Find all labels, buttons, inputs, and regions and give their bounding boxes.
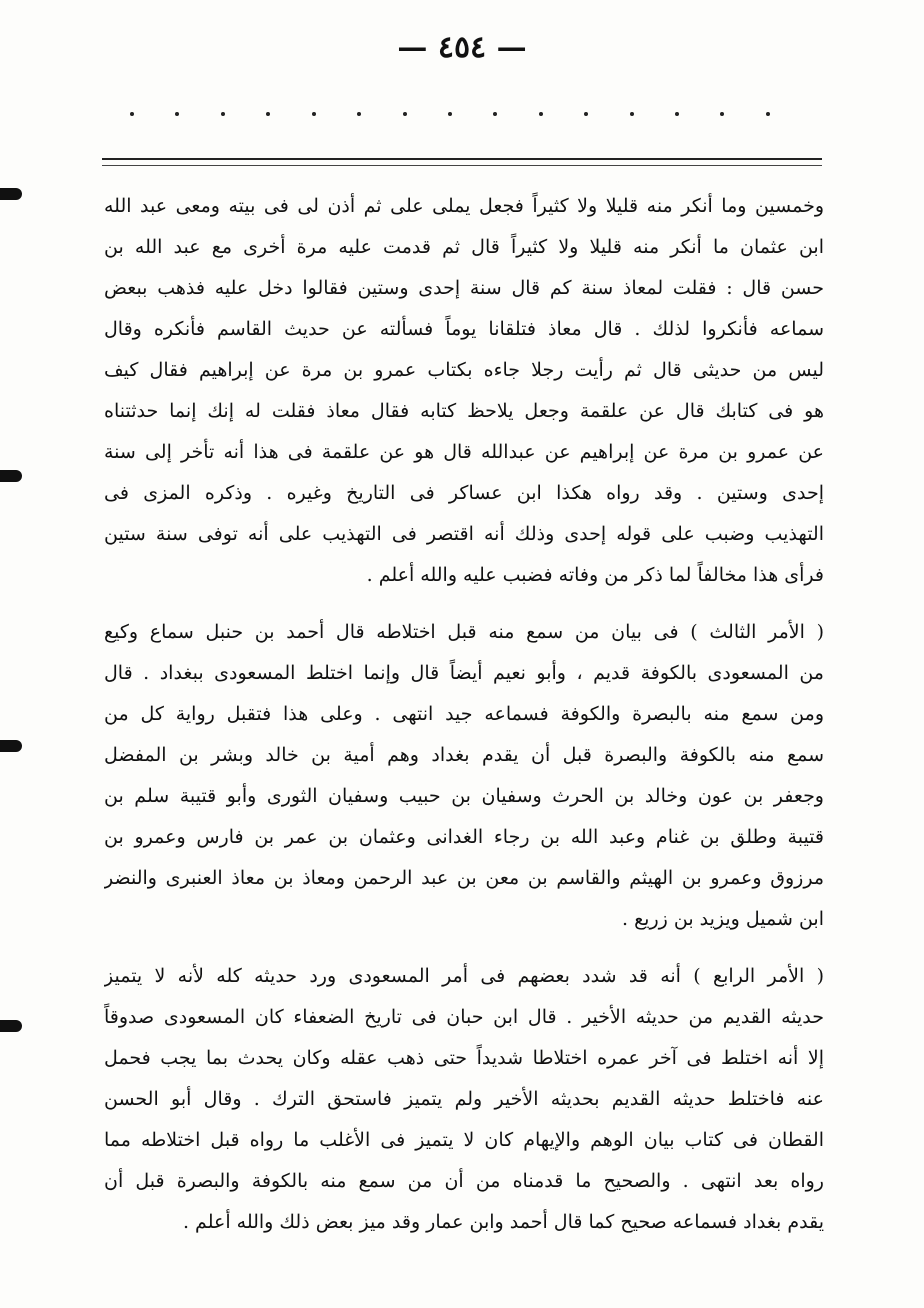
text-line: إلا أنه اختلط فى آخر عمره اختلاطا شديداً حتى ذهب عقله وكان يحدث بما يجب فحمل [104,1047,824,1069]
ornament-dot-row [130,112,770,116]
text-line: عنه فاختلط حديثه القديم بحديثه الأخير ولم يتميز فاستحق الترك . وقال أبو الحسن [104,1088,824,1110]
margin-mark [0,188,22,200]
text-line: التهذيب وضبب على قوله إحدى وذلك أنه اقتصر فى التهذيب على أنه توفى سنة ستين [104,523,824,545]
text-line: ابن عثمان ما أنكر منه قليلا ولا كثيراً قال ثم قدمت عليه مرة أخرى مع عبد الله بن [104,236,824,258]
margin-mark [0,1020,22,1032]
page-body [104,186,824,1259]
text-line: عن عمرو بن مرة عن إبراهيم عن عبدالله قال هو عن علقمة فى هذا أنه تأخر إلى سنة [104,441,824,463]
text-line: قتيبة وطلق بن غنام وعبد الله بن رجاء الغدانى وعثمان بن عمر بن فارس وعمرو بن [104,826,824,848]
header-rule [102,158,822,160]
margin-mark [0,470,22,482]
text-line: هو فى كتابك قال عن علقمة وجعل يلاحظ كتابه فقال معاذ فقلت له إنك إنما حدثتناه [104,400,824,422]
text-line: ابن شميل ويزيد بن زريع . [621,908,824,930]
text-line: سماعه فأنكروا لذلك . قال معاذ فتلقانا يوماً فسألته عن حديث القاسم فأنكره وقال [104,318,824,340]
text-line: يقدم بغداد فسماعه صحيح كما قال أحمد وابن عمار وقد ميز بعض ذلك والله أعلم . [182,1211,824,1233]
paragraph-1 [104,186,824,596]
text-line: سمع منه بالكوفة والبصرة قبل أن يقدم بغداد وهم أمية بن خالد وبشر بن المفضل [104,744,824,766]
text-line: وخمسين وما أنكر منه قليلا ولا كثيراً فجعل يملى على ثم أذن لى فى بيته ومعى عبد الله [104,195,824,217]
page-number: — ٤٥٤ — [397,30,527,65]
text-line: حديثه القديم من حديثه الأخير . قال ابن حبان فى تاريخ الضعفاء كان المسعودى صدوقاً [104,1006,824,1028]
text-line: وجعفر بن عون وخالد بن الحرث وسفيان بن حبيب وسفيان الثورى وأبو قتيبة سلم بن [104,785,824,807]
text-line: حسن قال : فقلت لمعاذ سنة كم قال سنة إحدى وستين فقالوا دخل عليه فذهب ببعض [104,277,824,299]
text-line: ( الأمر الرابع ) أنه قد شدد بعضهم فى أمر المسعودى ورد حديثه كله لأنه لا يتميز [104,965,824,987]
header-rule-thin [102,165,822,166]
text-line: من المسعودى بالكوفة قديم ، وأبو نعيم أيضاً قال وإنما اختلط المسعودى ببغداد . قال [104,662,824,684]
text-line: ( الأمر الثالث ) فى بيان من سمع منه قبل اختلاطه قال أحمد بن حنبل سماع وكيع [104,621,824,643]
text-line: رواه بعد انتهى . والصحيح ما قدمناه من أن من سمع منه بالكوفة والبصرة قبل أن [104,1170,824,1192]
paragraph-3 [104,956,824,1243]
text-line: مرزوق وعمرو بن الهيثم والقاسم بن معن بن عبد الرحمن ومعاذ بن معاذ العنبرى والنضر [104,867,824,889]
text-line: القطان فى كتاب بيان الوهم والإيهام كان لا يتميز فى الأغلب ما رواه قبل اختلاطه مما [104,1129,824,1151]
text-line: ومن سمع منه بالبصرة والكوفة فسماعه جيد انتهى . وعلى هذا فتقبل رواية كل من [104,703,824,725]
text-line: إحدى وستين . وقد رواه هكذا ابن عساكر فى التاريخ وغيره . وذكره المزى فى [104,482,824,504]
text-line: ليس من حديثى قال ثم رأيت رجلا جاءه بكتاب عمرو بن مرة عن إبراهيم فقال كيف [104,359,824,381]
paragraph-2 [104,612,824,940]
text-line: فرأى هذا مخالفاً لما ذكر من وفاته فضبب عليه والله أعلم . [366,564,824,586]
margin-mark [0,740,22,752]
